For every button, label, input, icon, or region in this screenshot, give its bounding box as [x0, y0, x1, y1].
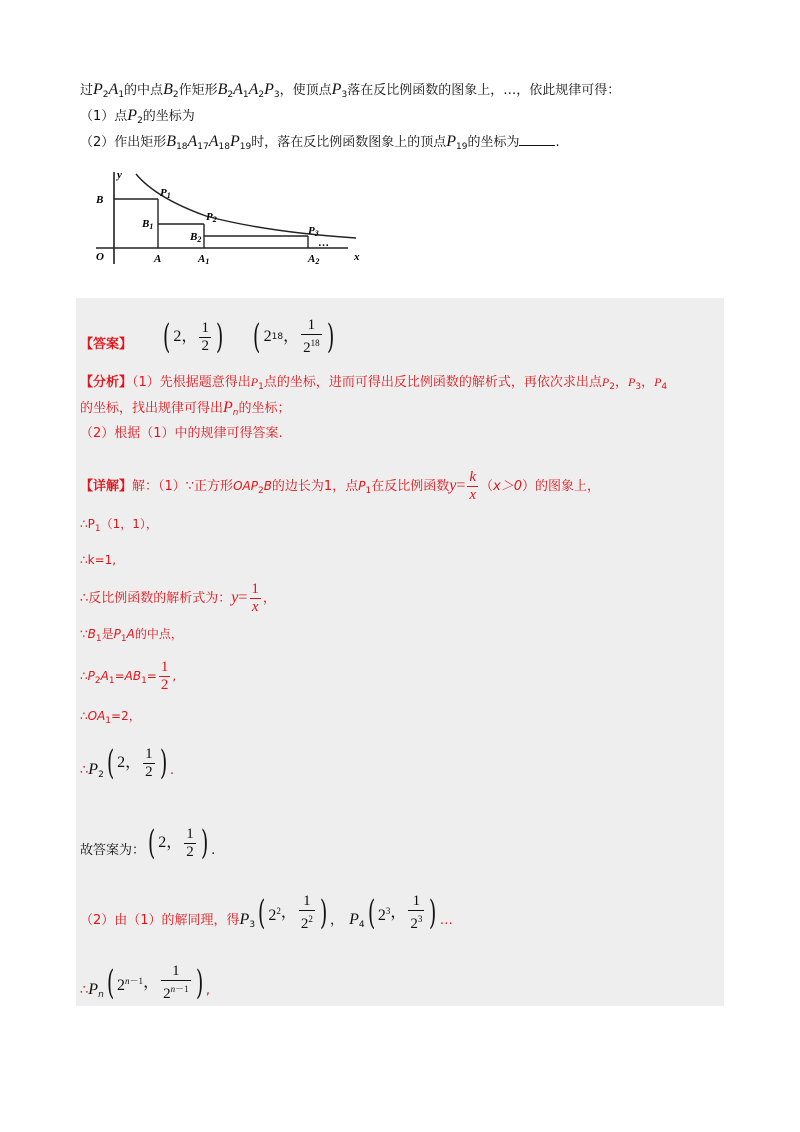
label-b1: B — [142, 218, 150, 230]
detail-line-9: 故答案为： ( 2 ， $\frac{1}{2}$ ) . — [80, 823, 216, 863]
svg-text:P2: P2 — [206, 211, 217, 224]
label-dots: … — [318, 237, 329, 249]
detail-line-2: $\therefore P_1(1$，1）， — [80, 517, 158, 534]
detail-line-6: $\therefore P_2A_1=AB_1=$ $\frac{1}{2}$ , — [80, 659, 177, 693]
svg-text:P1: P1 — [160, 187, 171, 200]
answer-blank — [519, 133, 555, 146]
question-line-1: 过$P_2A_1$的中点$B_2$作矩形$B_2A_1A_2P_3$，使顶点$P_3$落在反比例函数的图象上，…，依此规律可得： — [80, 81, 621, 100]
label-a: A — [154, 253, 162, 265]
question-item-1: （1）点$P_2$的坐标为 — [80, 107, 195, 126]
label-x: x — [354, 251, 360, 263]
label-y: y — [117, 169, 122, 181]
answer-line: 【答案】 ( 2 ， $\frac{1}{2}$ ) ( 2 18 ， $\frac{1}{2^{18}}$ ) — [80, 317, 334, 357]
svg-text:P3: P3 — [308, 225, 319, 238]
hyperbola-figure — [86, 168, 366, 268]
question-item-2: （2）作出矩形$B_{18}A_{17}A_{18}P_{19}$时，落在反比例函数图象上的顶点$P_{19}$的坐标为 . — [80, 133, 560, 152]
detail-line-1: 【详解】解：（1）∵正方形$OAP_2B$的边长为1，点$P_1$在反比例函数y= $\frac{k}{x}$ （x＞0）的图象上， — [80, 469, 601, 503]
label-p2: P — [206, 211, 213, 223]
analysis-line-1: 【分析】（1）先根据题意得出$P_1$点的坐标，进而可得出反比例函数的解析式，再依次求出点$P_2$，$P_3$，$P_4$ — [80, 375, 668, 392]
analysis-line-2: 的坐标，找出规律可得出$P_n$的坐标； — [80, 399, 291, 418]
detail-line-5: $\because B_1$是$P_1A$的中点， — [80, 627, 183, 644]
label-origin: O — [96, 251, 104, 263]
detail-line-4: ∴反比例函数的解析式为：y= $\frac{1}{x}$ ， — [80, 581, 276, 615]
detail-line-8: $\therefore P_2$ ( 2 ， $\frac{1}{2}$ ) . — [80, 743, 174, 783]
hyperbola-curve — [136, 174, 356, 238]
detail-line-3: ∴k=1, — [80, 553, 117, 567]
detail-line-7: $\therefore OA_1=2$， — [80, 709, 141, 726]
label-a1: A — [198, 253, 206, 265]
label-p3: P — [308, 225, 315, 237]
svg-text:B1: B1 — [142, 218, 154, 231]
analysis-line-3: （2）根据（1）中的规律可得答案. — [80, 426, 283, 441]
svg-text:B2: B2 — [190, 231, 202, 244]
svg-text:A1: A1 — [198, 253, 210, 266]
label-b: B — [96, 194, 104, 206]
label-p1: P — [160, 187, 167, 199]
label-b2: B — [190, 231, 198, 243]
detail-line-11: $\therefore P_n$ ( $2^{n-1}$ ， $\frac{1}{2^{n-1}}$ ) , — [80, 963, 210, 1003]
label-a2: A — [308, 253, 316, 265]
svg-text:A2: A2 — [308, 253, 320, 266]
detail-line-10: （2）由（1）的解同理，得$P_3$ ( $2^2$ ， $\frac{1}{2^2}$ ) ， $P_4$ ( $2^3$ ， $\frac{1}{2^3}$ ) … — [80, 893, 453, 933]
